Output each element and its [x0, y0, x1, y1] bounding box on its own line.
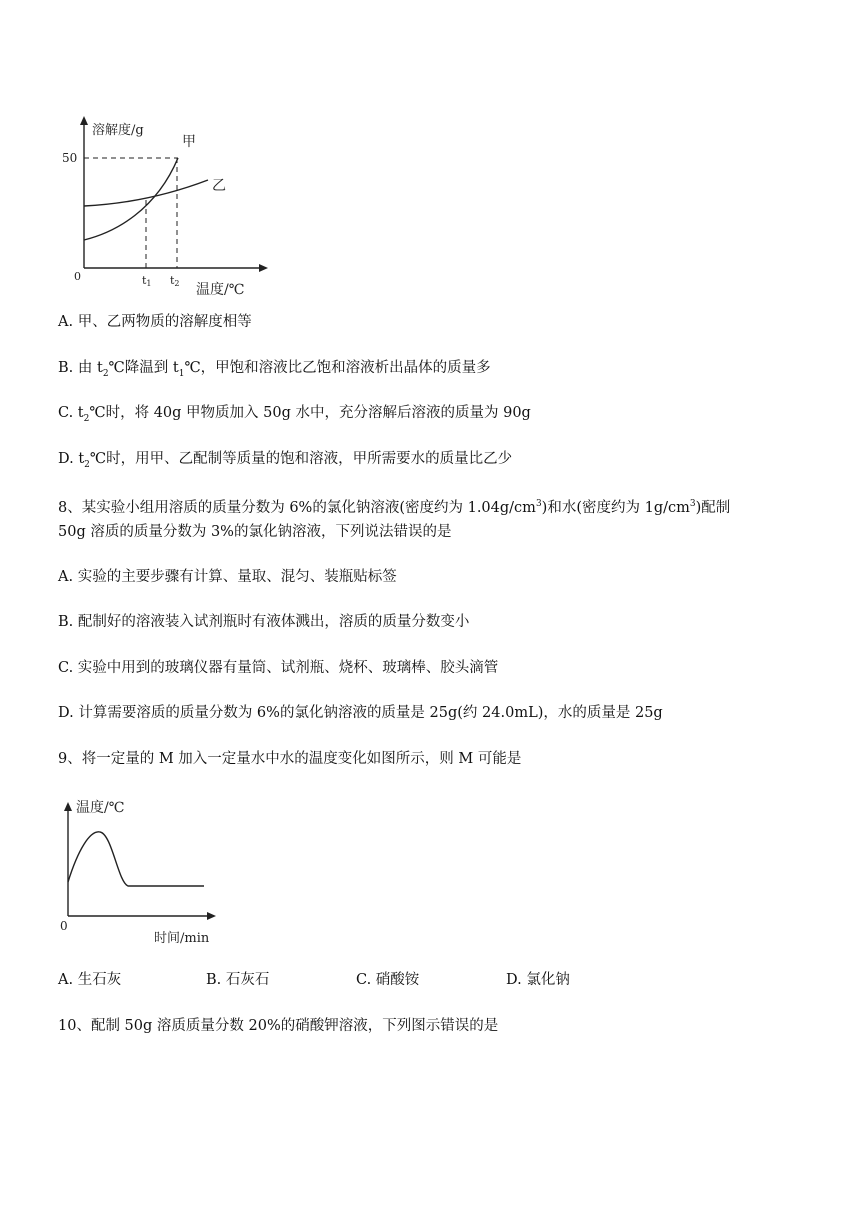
q7-option-a: A. 甲、乙两物质的溶解度相等: [58, 314, 252, 330]
q9-option-d: D. 氯化钠: [506, 972, 570, 988]
solubility-chart: [56, 110, 276, 305]
q9-option-b: B. 石灰石: [206, 972, 270, 988]
q8-stem-line1: 8、某实验小组用溶质的质量分数为 6%的氯化钠溶液(密度约为 $1.04g/cm^3$)和水(密度约为 $1g/cm^3$)配制: [58, 499, 731, 516]
q10-stem: 10、配制 50g 溶质质量分数 20%的硝酸钾溶液，下列图示错误的是: [58, 1018, 499, 1034]
q8-option-b: B. 配制好的溶液装入试剂瓶时有液体溅出，溶质的质量分数变小: [58, 614, 470, 630]
q7-option-c: C. $t_2℃$时，将 40g 甲物质加入 50g 水中，充分溶解后溶液的质量为 90g: [58, 405, 531, 424]
q8-option-c: C. 实验中用到的玻璃仪器有量筒、试剂瓶、烧杯、玻璃棒、胶头滴管: [58, 660, 499, 676]
series-jia-label: 甲: [182, 134, 196, 150]
x-tick-t2: t2: [170, 274, 180, 288]
x-axis-label: 时间/min: [154, 931, 210, 946]
q7-option-d: D. $t_2℃$时，用甲、乙配制等质量的饱和溶液，甲所需要水的质量比乙少: [58, 451, 513, 470]
temperature-curve: [68, 832, 204, 886]
y-axis-label: 温度/℃: [76, 800, 125, 816]
x-tick-t1: t1: [142, 274, 152, 288]
q8-stem-line2: 50g 溶质的质量分数为 3%的氯化钠溶液，下列说法错误的是: [58, 524, 452, 540]
x-axis-arrow: [207, 912, 216, 920]
origin-label: 0: [60, 919, 68, 933]
y-axis-arrow: [80, 116, 88, 125]
x-axis-label: 温度/℃: [196, 282, 245, 298]
x-axis-arrow: [259, 264, 268, 272]
q8-option-d: D. 计算需要溶质的质量分数为 6%的氯化钠溶液的质量是 25g(约 24.0mL)，水的质量是 25g: [58, 705, 663, 721]
temperature-chart: [56, 790, 226, 950]
q7-option-b: B. 由 $t_2℃$降温到 $t_1℃$，甲饱和溶液比乙饱和溶液析出晶体的质量多: [58, 360, 491, 379]
q8-option-a: A. 实验的主要步骤有计算、量取、混匀、装瓶贴标签: [58, 569, 397, 585]
y-axis-label: 溶解度/g: [92, 123, 144, 138]
series-yi-label: 乙: [212, 178, 226, 194]
q9-stem: 9、将一定量的 M 加入一定量水中水的温度变化如图所示，则 M 可能是: [58, 751, 522, 767]
y-axis-arrow: [64, 802, 72, 811]
q9-option-c: C. 硝酸铵: [356, 972, 420, 988]
q9-option-a: A. 生石灰: [58, 972, 122, 988]
curve-jia: [84, 158, 178, 240]
origin-label: 0: [74, 270, 81, 283]
y-tick-50: 50: [62, 151, 78, 165]
